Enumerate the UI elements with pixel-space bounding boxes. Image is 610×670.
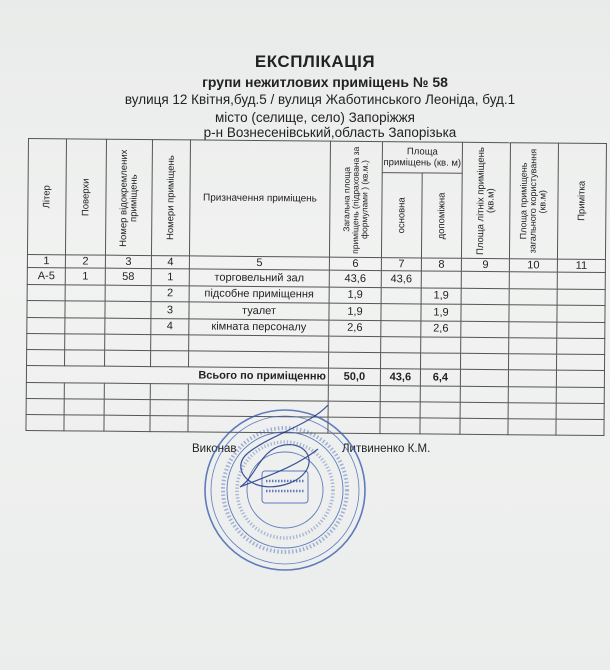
- header-room-no: Номери приміщень: [151, 140, 190, 256]
- address-line: вулиця 12 Квітня,буд.5 / вулиця Жаботинського Леоніда, буд.1: [124, 92, 516, 107]
- header-total-area: Загальна площа приміщень (підрахована за формулами ) (кв.м.): [329, 141, 382, 257]
- document-title: ЕКСПЛІКАЦІЯ: [254, 52, 376, 71]
- explication-table: [25, 138, 607, 436]
- table-row: 2 підсобне приміщення 1,9 1,9: [27, 284, 605, 306]
- header-floors: Поверхи: [65, 139, 106, 255]
- total-aux-value: 6,4: [420, 369, 460, 386]
- total-area-value: 50,0: [328, 368, 380, 385]
- table-row: 4 кімната персоналу 2,6 2,6: [27, 317, 605, 339]
- header-main: основна: [381, 173, 422, 258]
- official-stamp-icon: [200, 405, 370, 575]
- signature-label: Виконав: [192, 443, 237, 455]
- column-numbers-row: 1 2 3 4 5 6 7 8 9 10 11: [27, 254, 605, 272]
- header-separate-no: Номер відокремлених приміщень: [105, 139, 152, 255]
- header-aux: допоміжна: [421, 173, 462, 258]
- region-line: р-н Вознесенівський,область Запорізька: [203, 125, 457, 140]
- header-purpose: Призначення приміщень: [189, 140, 330, 257]
- total-main-value: 43,6: [380, 369, 420, 386]
- header-summer: Площа літніх приміщень (кв.м): [461, 142, 510, 258]
- table-row: А-5 1 58 1 торговельний зал 43,6 43,6: [27, 267, 605, 289]
- document-subtitle: групи нежитлових приміщень № 58: [202, 74, 448, 90]
- header-note: Примітка: [557, 143, 606, 259]
- header-area-group: Площа приміщень (кв. м): [382, 142, 462, 174]
- city-line: місто (селище, село) Запоріжжя: [215, 110, 415, 125]
- total-label: Всього по приміщенню: [26, 365, 328, 385]
- signature-name: Литвиненко К.М.: [342, 443, 431, 455]
- header-liter: Літер: [27, 139, 66, 255]
- table-row: 3 туалет 1,9 1,9: [27, 300, 605, 322]
- header-common: Площа приміщень загального користування (кв.м): [509, 143, 558, 259]
